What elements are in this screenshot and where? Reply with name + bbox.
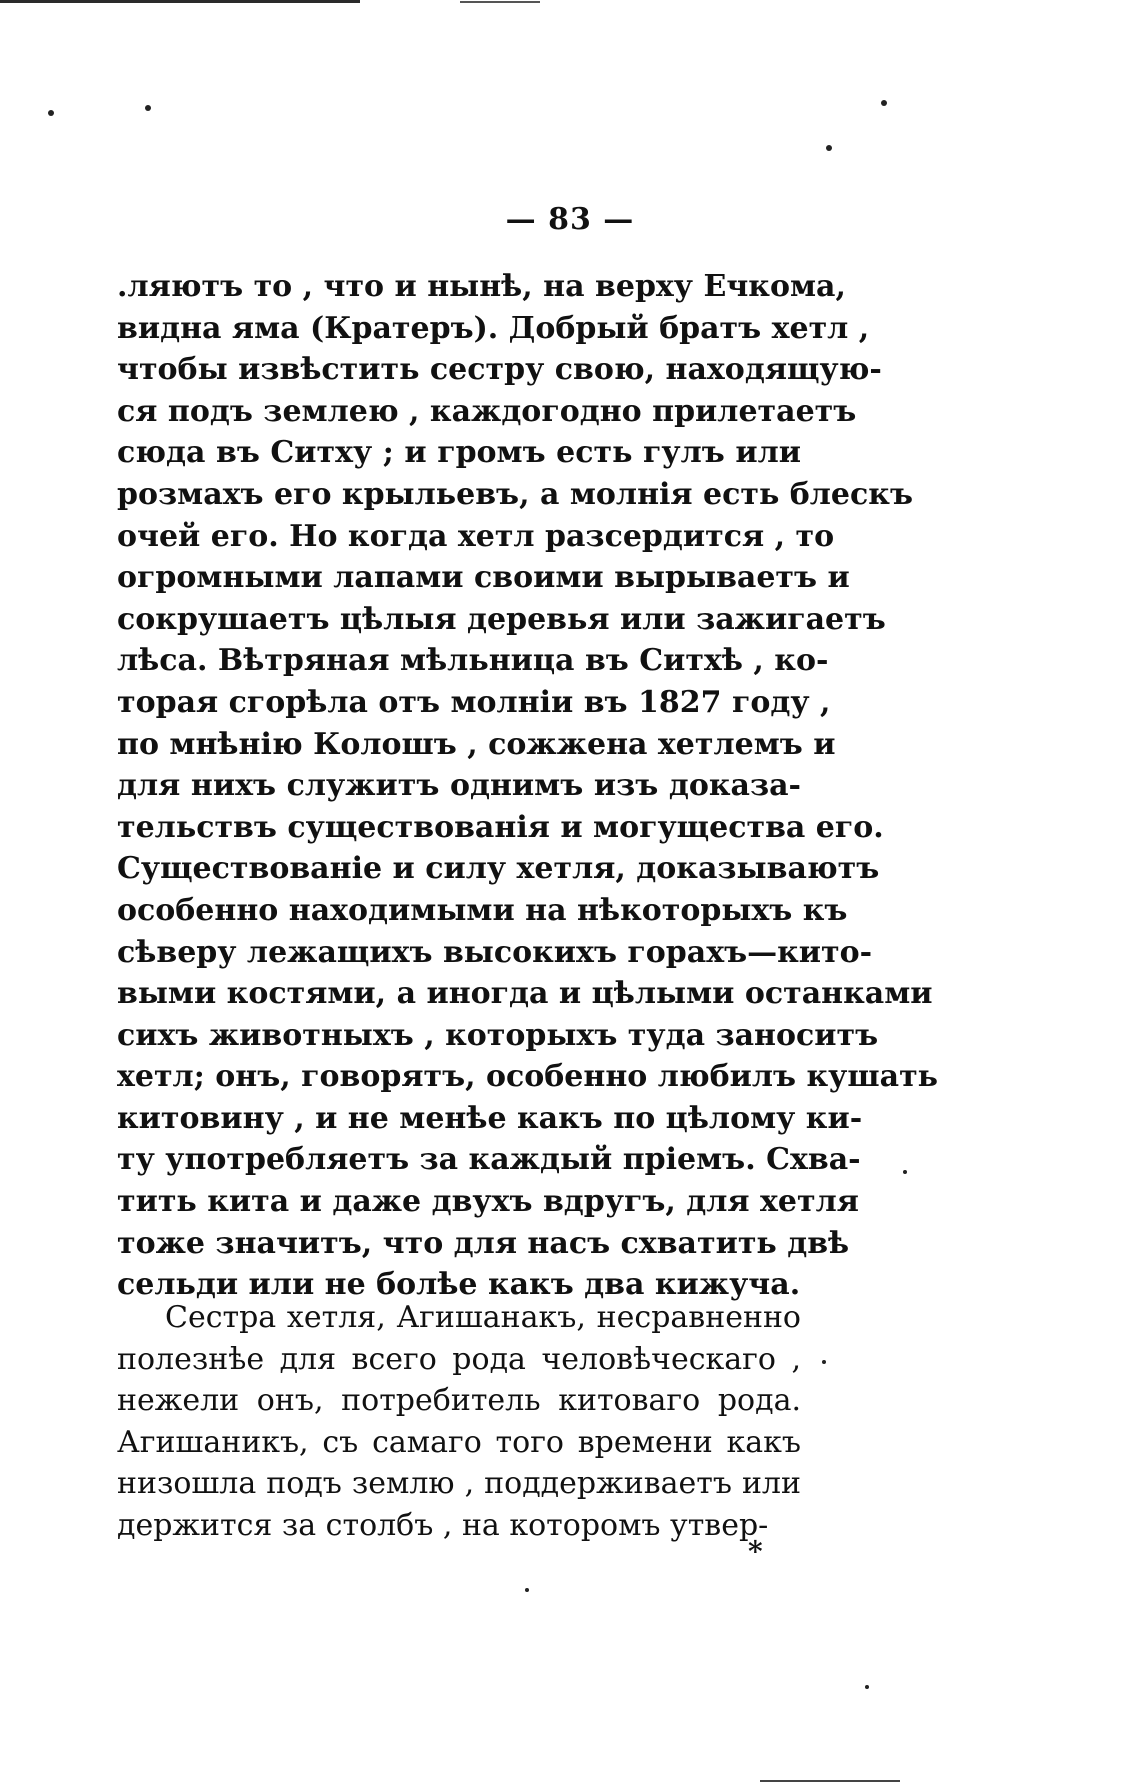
scan-speck (145, 105, 151, 111)
text-line: сѣверу лежащихъ высокихъ горахъ—кито- (117, 934, 873, 970)
text-line: видна яма (Кратеръ). Добрый братъ хетл , (117, 310, 870, 346)
text-line: огромными лапами своими вырываетъ и (117, 560, 850, 596)
scan-border-top-right (460, 1, 540, 3)
scan-speck (865, 1685, 869, 1689)
scan-speck (48, 110, 54, 116)
text-line: ся подъ землею , каждогодно прилетаетъ (117, 393, 857, 429)
scan-speck (826, 145, 832, 151)
text-line: особенно находимыми на нѣкоторыхъ къ (117, 892, 848, 928)
paragraph-2 (117, 1297, 801, 1547)
text-line: сихъ животныхъ , которыхъ туда заноситъ (117, 1017, 879, 1053)
text-line: Агишаникъ, съ самаго того времени какъ (117, 1424, 801, 1460)
text-line: по мнѣнію Колошъ , сожжена хетлемъ и (117, 726, 836, 762)
text-line: очей его. Но когда хетл разсердится , то (117, 518, 835, 554)
scan-speck (881, 100, 887, 106)
text-line: низошла подъ землю , поддерживаетъ или (117, 1466, 801, 1502)
text-line: Сестра хетля, Агишанакъ, несравненно (165, 1300, 801, 1335)
text-line: хетл; онъ, говорятъ, особенно любилъ кушать (117, 1059, 939, 1095)
text-line: тельствъ существованія и могущества его. (117, 809, 884, 845)
text-line: держится за столбъ , на которомъ утвер- (117, 1507, 769, 1543)
scan-speck (822, 1360, 826, 1364)
text-line: для нихъ служитъ однимъ изъ доказа- (117, 768, 801, 804)
text-line: сюда въ Ситху ; и громъ есть гулъ или (117, 435, 801, 471)
text-line: полезнѣе для всего рода человѣческаго , (117, 1341, 801, 1377)
text-line: Существованіе и силу хетля, доказываютъ (117, 851, 880, 887)
text-line: тоже значитъ, что для насъ схватить двѣ (117, 1225, 850, 1261)
text-line: ту употребляетъ за каждый пріемъ. Схва- (117, 1142, 861, 1178)
scan-border-top-left (0, 0, 360, 3)
text-line: .ляютъ то , что и нынѣ, на верху Ечкома, (117, 269, 846, 304)
text-line: лѣса. Вѣтряная мѣльница въ Ситхѣ , ко- (117, 643, 829, 679)
text-line: чтобы извѣстить сестру свою, находящую- (117, 352, 882, 388)
page-number: — 83 — (505, 202, 635, 237)
text-line: торая сгорѣла отъ молніи въ 1827 году , (117, 684, 831, 720)
paragraph-1 (117, 266, 939, 1306)
text-line: выми костями, а иногда и цѣлыми останками (117, 976, 933, 1012)
text-line: тить кита и даже двухъ вдругъ, для хетля (117, 1184, 859, 1220)
footer-mark: * (748, 1535, 763, 1568)
text-line: китовину , и не менѣе какъ по цѣлому ки- (117, 1100, 863, 1136)
text-line: сельди или не болѣе какъ два кижуча. (117, 1267, 801, 1303)
text-line: сокрушаетъ цѣлыя деревья или зажигаетъ (117, 601, 886, 637)
scan-speck (903, 1170, 907, 1174)
scan-speck (525, 1588, 529, 1592)
text-line: розмахъ его крыльевъ, а молнія есть блескъ (117, 476, 913, 512)
text-line: нежели онъ, потребитель китоваго рода. (117, 1383, 801, 1419)
scan-border-bottom (760, 1780, 900, 1782)
